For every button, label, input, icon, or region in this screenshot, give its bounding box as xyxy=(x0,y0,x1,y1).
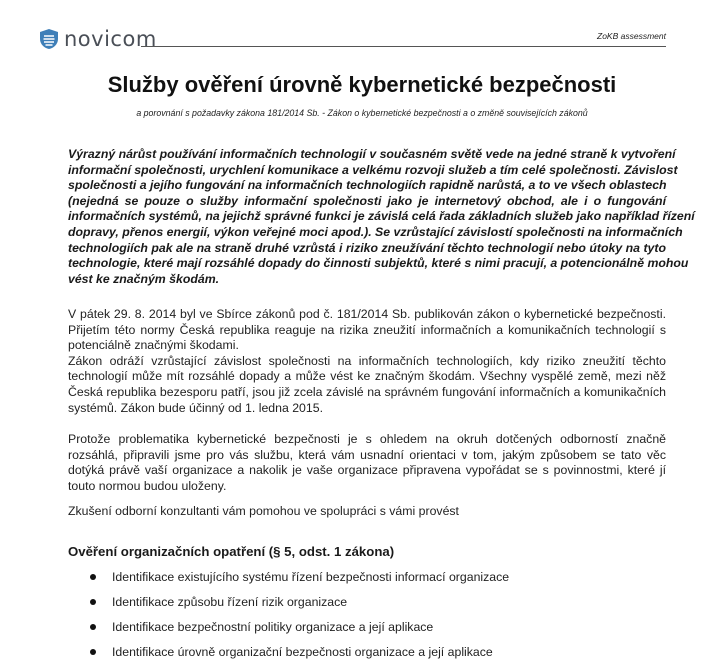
text-line: společnosti a jejího fungování na informačních technologiích rapidně narůstá, a to ve všech oblastech xyxy=(68,178,667,193)
shield-logo-icon xyxy=(38,28,60,50)
consultants-paragraph: Zkušení odborní konzultanti vám pomohou ve spolupráci s vámi provést xyxy=(68,504,459,518)
text-line: Výrazný nárůst používání informačních technologií v současném světě vede na jedné straně k vytvoření xyxy=(68,147,676,161)
text-line: technologie, které mají rozsáhlé dopady do činnosti subjektů, které s nimi pracují, a potencionálně mohou xyxy=(68,256,689,271)
law-paragraph xyxy=(68,307,666,416)
list-item-text: Identifikace úrovně organizační bezpečnosti organizace a její aplikace xyxy=(112,645,493,659)
bullet-list xyxy=(68,570,668,670)
text-line: potenciálně značnými škodami. xyxy=(68,338,239,353)
header-divider xyxy=(141,46,666,47)
list-item xyxy=(68,645,668,670)
bullet-icon xyxy=(90,649,96,655)
bullet-icon xyxy=(90,599,96,605)
text-line: technologiích pak ale na straně druhé vzrůstá i riziko zneužívání těchto technologií nebo útoky na tyto xyxy=(68,240,666,255)
text-line: Česká republika bezesporu patří, jsou již zcela závislé na správném fungování informačních a komunikačních xyxy=(68,384,666,399)
service-paragraph xyxy=(68,432,666,494)
text-line: dotýká právě vaší organizace a nakolik je vaše organizace připravena vypořádat se s povinnostmi, které jí xyxy=(68,463,666,478)
text-line: systémů. Zákon bude účinný od 1. ledna 2015. xyxy=(68,400,323,415)
text-line: Protože problematika kybernetické bezpečnosti je s ohledem na okruh dotčených odborností značně xyxy=(68,432,666,446)
document-subtitle: a porovnání s požadavky zákona 181/2014 Sb. - Zákon o kybernetické bezpečnosti a o změně souvisejících zákonů xyxy=(136,108,588,118)
text-line: touto normou budou uloženy. xyxy=(68,478,227,493)
list-item-text: Identifikace bezpečnostní politiky organizace a její aplikace xyxy=(112,620,434,634)
text-line: informační společnosti, urychlení komunikace a velkému rozvoji služeb a tím celé společnosti. Závislost xyxy=(68,162,678,177)
company-logo xyxy=(38,28,157,50)
text-line: vést ke značným škodám. xyxy=(68,271,220,286)
text-line: Přijetím této normy Česká republika reaguje na rizika zneužití informačních a komunikačních technologií s xyxy=(68,322,666,337)
text-line: rozsáhlá, připravili jsme pro vás službu, která vám usnadní orientaci v tom, jakým způsobem se tato věc xyxy=(68,447,666,462)
bullet-icon xyxy=(90,624,96,630)
bullet-icon xyxy=(90,574,96,580)
section-heading: Ověření organizačních opatření (§ 5, odst. 1 zákona) xyxy=(68,544,395,559)
text-line: Zákon odráží vzrůstající závislost společnosti na informačních technologiích, kdy riziko zneužití těchto xyxy=(68,353,666,368)
list-item xyxy=(68,595,668,620)
list-item-text: Identifikace způsobu řízení rizik organizace xyxy=(112,595,348,609)
text-line: informačních systémů, na jejichž správné funkci je závislá celá řada základních služeb jako například řízení xyxy=(68,209,695,224)
logo-wordmark: novicom xyxy=(64,27,157,51)
text-line: (nejedná se pouze o služby informační společnosti jako je internetový obchod, ale i o fungování xyxy=(68,193,666,208)
text-line: V pátek 29. 8. 2014 byl ve Sbírce zákonů pod č. 181/2014 Sb. publikován zákon o kybernetické bezpečnosti. xyxy=(68,307,666,321)
page-header xyxy=(38,28,672,50)
text-line: dopravy, přenos energií, výkon veřejné moci apod.). Se vzrůstající závislostí společnosti na informačních xyxy=(68,224,683,239)
intro-paragraph xyxy=(68,147,695,287)
text-line: technologií může mít rozsáhlé dopady a může vést ke značným škodám. Všechny vyspělé země, mezi něž xyxy=(68,369,666,384)
list-item xyxy=(68,620,668,645)
document-tag: ZoKB assessment xyxy=(597,31,666,41)
document-title: Služby ověření úrovně kybernetické bezpečnosti xyxy=(107,72,617,97)
list-item xyxy=(68,570,668,595)
list-item-text: Identifikace existujícího systému řízení bezpečnosti informací organizace xyxy=(112,570,510,584)
